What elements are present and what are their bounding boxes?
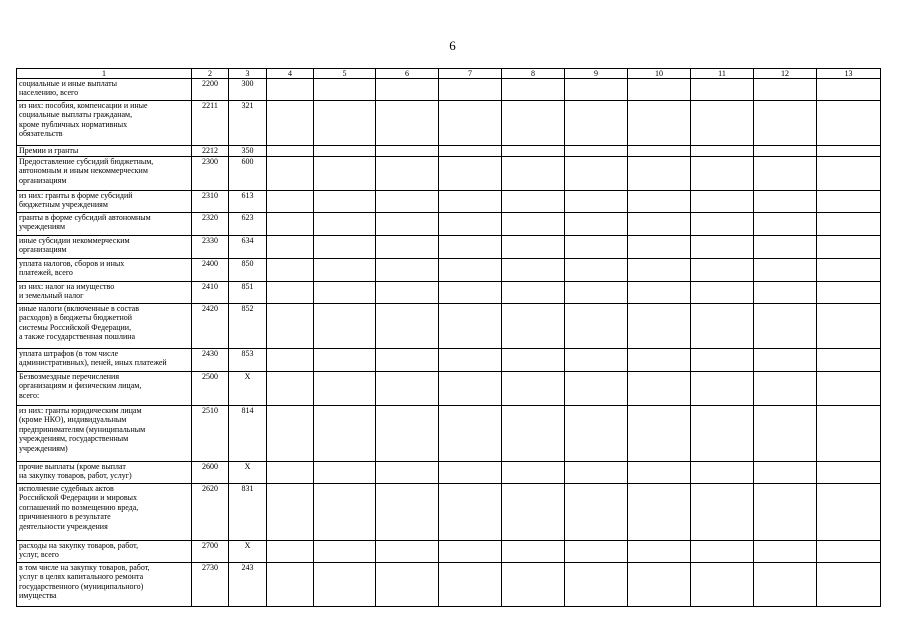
value-cell — [502, 541, 565, 563]
table-row — [17, 372, 881, 406]
value-cell — [628, 541, 691, 563]
row-kosgu: X — [229, 462, 267, 484]
value-cell — [439, 157, 502, 191]
row-kosgu: 634 — [229, 236, 267, 259]
value-cell — [439, 462, 502, 484]
value-cell — [439, 349, 502, 372]
header-cell: 12 — [754, 69, 817, 79]
value-cell — [376, 484, 439, 541]
value-cell — [691, 541, 754, 563]
value-cell — [314, 304, 376, 349]
row-code: 2410 — [192, 282, 229, 304]
table-row — [17, 146, 881, 157]
row-kosgu: 243 — [229, 563, 267, 607]
report-table — [16, 68, 881, 607]
value-cell — [439, 146, 502, 157]
value-cell — [691, 213, 754, 236]
value-cell — [314, 191, 376, 213]
row-kosgu: 350 — [229, 146, 267, 157]
value-cell — [267, 191, 314, 213]
value-cell — [628, 484, 691, 541]
value-cell — [691, 259, 754, 282]
value-cell — [565, 157, 628, 191]
value-cell — [628, 563, 691, 607]
value-cell — [628, 157, 691, 191]
row-kosgu: 613 — [229, 191, 267, 213]
table-row — [17, 213, 881, 236]
value-cell — [376, 372, 439, 406]
value-cell — [628, 259, 691, 282]
value-cell — [376, 236, 439, 259]
value-cell — [439, 236, 502, 259]
row-kosgu: 850 — [229, 259, 267, 282]
value-cell — [628, 406, 691, 462]
value-cell — [565, 79, 628, 101]
value-cell — [267, 236, 314, 259]
header-cell: 1 — [17, 69, 192, 79]
value-cell — [439, 213, 502, 236]
value-cell — [376, 146, 439, 157]
value-cell — [817, 236, 881, 259]
value-cell — [754, 282, 817, 304]
row-label: Безвозмездные перечисления организациям и физическим лицам, всего: — [17, 372, 192, 406]
value-cell — [754, 541, 817, 563]
value-cell — [754, 157, 817, 191]
value-cell — [439, 541, 502, 563]
row-label: Премии и гранты — [17, 146, 192, 157]
value-cell — [502, 259, 565, 282]
value-cell — [314, 462, 376, 484]
value-cell — [502, 372, 565, 406]
row-label: расходы на закупку товаров, работ, услуг, всего — [17, 541, 192, 563]
row-code: 2430 — [192, 349, 229, 372]
value-cell — [376, 101, 439, 146]
value-cell — [267, 101, 314, 146]
header-cell: 10 — [628, 69, 691, 79]
value-cell — [502, 79, 565, 101]
row-code: 2510 — [192, 406, 229, 462]
value-cell — [754, 462, 817, 484]
value-cell — [754, 372, 817, 406]
row-code: 2200 — [192, 79, 229, 101]
header-cell: 4 — [267, 69, 314, 79]
value-cell — [817, 259, 881, 282]
value-cell — [439, 191, 502, 213]
value-cell — [817, 191, 881, 213]
value-cell — [502, 101, 565, 146]
row-label: в том числе на закупку товаров, работ, услуг в целях капитального ремонта государственного (муниципального) имущества — [17, 563, 192, 607]
row-code: 2400 — [192, 259, 229, 282]
row-code: 2700 — [192, 541, 229, 563]
header-cell: 6 — [376, 69, 439, 79]
value-cell — [502, 406, 565, 462]
table-row — [17, 349, 881, 372]
row-kosgu: 600 — [229, 157, 267, 191]
table-row — [17, 484, 881, 541]
value-cell — [267, 541, 314, 563]
value-cell — [439, 101, 502, 146]
value-cell — [754, 79, 817, 101]
table-row — [17, 101, 881, 146]
value-cell — [565, 146, 628, 157]
value-cell — [754, 304, 817, 349]
value-cell — [817, 213, 881, 236]
value-cell — [565, 563, 628, 607]
value-cell — [376, 213, 439, 236]
value-cell — [439, 79, 502, 101]
row-label: из них: гранты в форме субсидий бюджетным учреждениям — [17, 191, 192, 213]
row-code: 2212 — [192, 146, 229, 157]
value-cell — [502, 282, 565, 304]
value-cell — [691, 462, 754, 484]
value-cell — [628, 304, 691, 349]
value-cell — [565, 282, 628, 304]
value-cell — [376, 349, 439, 372]
value-cell — [817, 101, 881, 146]
value-cell — [439, 259, 502, 282]
value-cell — [628, 191, 691, 213]
value-cell — [314, 282, 376, 304]
value-cell — [502, 191, 565, 213]
row-kosgu: 831 — [229, 484, 267, 541]
value-cell — [754, 259, 817, 282]
row-kosgu: 623 — [229, 213, 267, 236]
value-cell — [817, 372, 881, 406]
value-cell — [565, 372, 628, 406]
row-label: уплата налогов, сборов и иных платежей, всего — [17, 259, 192, 282]
value-cell — [314, 349, 376, 372]
value-cell — [314, 406, 376, 462]
value-cell — [502, 349, 565, 372]
value-cell — [691, 236, 754, 259]
table-row — [17, 282, 881, 304]
value-cell — [691, 157, 754, 191]
value-cell — [817, 304, 881, 349]
value-cell — [502, 146, 565, 157]
row-kosgu: 814 — [229, 406, 267, 462]
value-cell — [267, 563, 314, 607]
value-cell — [628, 213, 691, 236]
table-row — [17, 563, 881, 607]
value-cell — [439, 484, 502, 541]
value-cell — [565, 101, 628, 146]
value-cell — [817, 462, 881, 484]
value-cell — [691, 146, 754, 157]
value-cell — [376, 563, 439, 607]
value-cell — [691, 304, 754, 349]
value-cell — [565, 406, 628, 462]
value-cell — [376, 157, 439, 191]
value-cell — [817, 282, 881, 304]
table-row — [17, 79, 881, 101]
value-cell — [314, 541, 376, 563]
row-kosgu: 300 — [229, 79, 267, 101]
value-cell — [754, 484, 817, 541]
value-cell — [817, 157, 881, 191]
value-cell — [502, 157, 565, 191]
row-kosgu: 321 — [229, 101, 267, 146]
value-cell — [817, 541, 881, 563]
value-cell — [628, 462, 691, 484]
value-cell — [267, 406, 314, 462]
row-kosgu: 851 — [229, 282, 267, 304]
value-cell — [439, 406, 502, 462]
value-cell — [376, 191, 439, 213]
value-cell — [314, 157, 376, 191]
table-row — [17, 236, 881, 259]
value-cell — [628, 236, 691, 259]
row-code: 2330 — [192, 236, 229, 259]
header-cell: 2 — [192, 69, 229, 79]
table-row — [17, 406, 881, 462]
row-label: из них: пособия, компенсации и иные социальные выплаты гражданам, кроме публичных нормативных обязательств — [17, 101, 192, 146]
value-cell — [439, 563, 502, 607]
table-row — [17, 304, 881, 349]
table-row — [17, 157, 881, 191]
value-cell — [691, 79, 754, 101]
value-cell — [817, 484, 881, 541]
value-cell — [754, 406, 817, 462]
row-code: 2620 — [192, 484, 229, 541]
value-cell — [628, 101, 691, 146]
row-code: 2500 — [192, 372, 229, 406]
value-cell — [565, 191, 628, 213]
table-row — [17, 191, 881, 213]
value-cell — [502, 236, 565, 259]
value-cell — [691, 282, 754, 304]
value-cell — [817, 406, 881, 462]
value-cell — [628, 79, 691, 101]
value-cell — [376, 304, 439, 349]
value-cell — [565, 304, 628, 349]
value-cell — [817, 563, 881, 607]
value-cell — [267, 304, 314, 349]
value-cell — [754, 191, 817, 213]
value-cell — [314, 146, 376, 157]
row-kosgu: X — [229, 541, 267, 563]
value-cell — [565, 541, 628, 563]
row-kosgu: X — [229, 372, 267, 406]
value-cell — [376, 406, 439, 462]
value-cell — [565, 213, 628, 236]
value-cell — [565, 349, 628, 372]
row-label: прочие выплаты (кроме выплат на закупку товаров, работ, услуг) — [17, 462, 192, 484]
value-cell — [376, 541, 439, 563]
row-code: 2310 — [192, 191, 229, 213]
table-row — [17, 462, 881, 484]
value-cell — [691, 372, 754, 406]
value-cell — [267, 484, 314, 541]
value-cell — [314, 484, 376, 541]
row-label: уплата штрафов (в том числе административных), пеней, иных платежей — [17, 349, 192, 372]
value-cell — [267, 146, 314, 157]
row-label: Предоставление субсидий бюджетным, автономным и иным некоммерческим организациям — [17, 157, 192, 191]
value-cell — [502, 484, 565, 541]
row-code: 2730 — [192, 563, 229, 607]
value-cell — [376, 282, 439, 304]
page-number: 6 — [449, 38, 456, 53]
value-cell — [691, 101, 754, 146]
value-cell — [565, 259, 628, 282]
value-cell — [314, 101, 376, 146]
value-cell — [267, 282, 314, 304]
header-cell: 11 — [691, 69, 754, 79]
value-cell — [754, 236, 817, 259]
value-cell — [565, 484, 628, 541]
value-cell — [439, 372, 502, 406]
value-cell — [817, 349, 881, 372]
row-label: иные субсидии некоммерческим организациям — [17, 236, 192, 259]
value-cell — [628, 349, 691, 372]
value-cell — [754, 349, 817, 372]
header-row — [17, 69, 881, 79]
value-cell — [691, 563, 754, 607]
value-cell — [502, 304, 565, 349]
row-code: 2420 — [192, 304, 229, 349]
value-cell — [314, 372, 376, 406]
value-cell — [691, 406, 754, 462]
value-cell — [565, 462, 628, 484]
row-code: 2211 — [192, 101, 229, 146]
value-cell — [314, 213, 376, 236]
header-cell: 5 — [314, 69, 376, 79]
row-code: 2320 — [192, 213, 229, 236]
value-cell — [267, 79, 314, 101]
row-code: 2600 — [192, 462, 229, 484]
row-label: исполнение судебных актов Российской Федерации и мировых соглашений по возмещению вреда, причиненного в результате деятельности учреждения — [17, 484, 192, 541]
header-cell: 13 — [817, 69, 881, 79]
row-label: иные налоги (включенные в состав расходов) в бюджеты бюджетной системы Российской Федерации, а также государственная пошлина — [17, 304, 192, 349]
table-row — [17, 259, 881, 282]
value-cell — [817, 79, 881, 101]
value-cell — [754, 213, 817, 236]
value-cell — [314, 79, 376, 101]
header-cell: 9 — [565, 69, 628, 79]
value-cell — [314, 563, 376, 607]
row-code: 2300 — [192, 157, 229, 191]
value-cell — [502, 563, 565, 607]
row-kosgu: 853 — [229, 349, 267, 372]
value-cell — [565, 236, 628, 259]
value-cell — [691, 349, 754, 372]
value-cell — [754, 101, 817, 146]
value-cell — [502, 213, 565, 236]
header-cell: 8 — [502, 69, 565, 79]
value-cell — [376, 462, 439, 484]
header-cell: 7 — [439, 69, 502, 79]
value-cell — [376, 259, 439, 282]
value-cell — [502, 462, 565, 484]
row-kosgu: 852 — [229, 304, 267, 349]
row-label: из них: гранты юридическим лицам (кроме НКО), индивидуальным предпринимателям (муниципальным учреждениям, государственным учреждениям) — [17, 406, 192, 462]
value-cell — [267, 213, 314, 236]
header-cell: 3 — [229, 69, 267, 79]
value-cell — [267, 349, 314, 372]
value-cell — [628, 146, 691, 157]
value-cell — [691, 484, 754, 541]
value-cell — [754, 146, 817, 157]
value-cell — [439, 304, 502, 349]
value-cell — [376, 79, 439, 101]
row-label: социальные и иные выплаты населению, всего — [17, 79, 192, 101]
value-cell — [267, 259, 314, 282]
value-cell — [314, 236, 376, 259]
value-cell — [628, 372, 691, 406]
row-label: гранты в форме субсидий автономным учреждениям — [17, 213, 192, 236]
value-cell — [817, 146, 881, 157]
table-row — [17, 541, 881, 563]
value-cell — [314, 259, 376, 282]
value-cell — [754, 563, 817, 607]
value-cell — [267, 157, 314, 191]
row-label: из них: налог на имущество и земельный налог — [17, 282, 192, 304]
value-cell — [267, 372, 314, 406]
value-cell — [439, 282, 502, 304]
value-cell — [691, 191, 754, 213]
value-cell — [628, 282, 691, 304]
value-cell — [267, 462, 314, 484]
